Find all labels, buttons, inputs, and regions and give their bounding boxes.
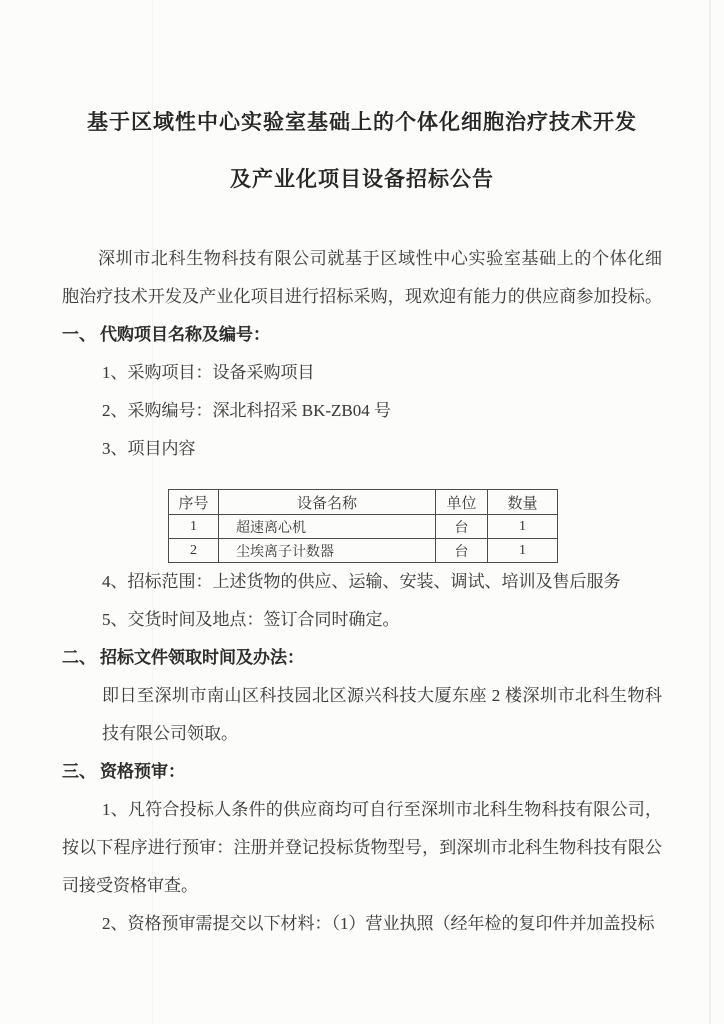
intro-paragraph-line1: 深圳市北科生物科技有限公司就基于区域性中心实验室基础上的个体化细 — [98, 249, 662, 268]
section-1-title: 代购项目名称及编号： — [100, 325, 270, 344]
section-3-paragraph1-line1: 1、凡符合投标人条件的供应商均可自行至深圳市北科生物科技有限公司， — [102, 800, 662, 819]
section-3-paragraph2-line1: 2、资格预审需提交以下材料：（1）营业执照（经年检的复印件并加盖投标 — [102, 914, 655, 933]
document-title-line1: 基于区域性中心实验室基础上的个体化细胞治疗技术开发 — [87, 110, 637, 134]
table-cell-qty: 1 — [488, 539, 558, 563]
section-1-item-2: 2、采购编号：深北科招采 BK-ZB04 号 — [102, 401, 391, 420]
section-3-paragraph1-line2: 按以下程序进行预审：注册并登记投标货物型号，到深圳市北科生物科技有限公 — [62, 838, 662, 857]
table-header-qty: 数量 — [488, 490, 558, 515]
table-cell-qty: 1 — [488, 515, 558, 539]
document-body — [62, 240, 662, 943]
table-cell-no: 1 — [169, 515, 219, 539]
document-content — [0, 106, 724, 943]
table-row — [169, 515, 558, 539]
table-row — [169, 539, 558, 563]
equipment-table — [168, 489, 558, 563]
table-cell-name: 尘埃离子计数器 — [219, 539, 436, 563]
table-cell-unit: 台 — [436, 515, 488, 539]
table-cell-unit: 台 — [436, 539, 488, 563]
table-header-row — [169, 490, 558, 515]
section-3-title: 资格预审： — [100, 762, 185, 781]
section-1-item-3: 3、项目内容 — [102, 439, 196, 458]
section-1-number: 一、 — [62, 325, 96, 344]
section-1-item-4: 4、招标范围：上述货物的供应、运输、安装、调试、培训及售后服务 — [102, 572, 621, 591]
table-header-name: 设备名称 — [219, 490, 436, 515]
section-2-paragraph-line2: 技有限公司领取。 — [102, 724, 238, 743]
section-2-paragraph-line1: 即日至深圳市南山区科技园北区源兴科技大厦东座 2 楼深圳市北科生物科 — [102, 686, 662, 705]
section-1-heading — [62, 316, 662, 354]
section-3-heading — [62, 753, 662, 791]
section-1-item-5: 5、交货时间及地点：签订合同时确定。 — [102, 610, 400, 629]
section-3-paragraph1-line3: 司接受资格审查。 — [62, 876, 198, 895]
section-3-number: 三、 — [62, 762, 96, 781]
intro-paragraph-line2: 胞治疗技术开发及产业化项目进行招标采购，现欢迎有能力的供应商参加投标。 — [62, 287, 662, 306]
table-header-unit: 单位 — [436, 490, 488, 515]
section-2-title: 招标文件领取时间及办法： — [100, 648, 304, 667]
section-2-heading — [62, 639, 662, 677]
table-cell-name: 超速离心机 — [219, 515, 436, 539]
table-header-no: 序号 — [169, 490, 219, 515]
document-title-line2: 及产业化项目设备招标公告 — [230, 167, 494, 191]
section-1-item-1: 1、采购项目：设备采购项目 — [102, 363, 315, 382]
section-2-number: 二、 — [62, 648, 96, 667]
table-cell-no: 2 — [169, 539, 219, 563]
